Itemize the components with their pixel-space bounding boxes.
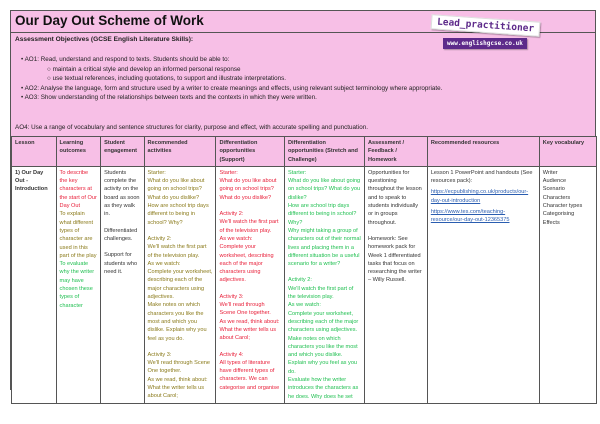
cell-stretch: Starter: What do you like about going on school trips? What do you dislike? How are school trip days different to being in school? Why? Why might taking a group of characters out of their normal lives and placing them in a different situation be a useful scenario for a writer? Activity 2: We'll watch the first part of the television play. As we watch: Complete your worksheet, describing each of the major characters using adjectives. Make notes on which characters you like the most and which you dislike. Explain why you feel as you do. Evaluate how the writer introduces the characters as he does. Why does he set: [285, 166, 365, 403]
lesson-table: [11, 136, 597, 404]
ao1: • AO1: Read, understand and respond to texts. Students should be able to:: [21, 56, 230, 63]
cell-support: Starter: What do you like about going on school trips? What do you dislike? Activity 2: We'll watch the first part of the television play. As we watch: Complete your worksheet, describing each of the major characters using adjectives. Activity 3: We'll read through Scene One together. As we read, think about: What the writer tells us about Carol; Activity 4: All types of literature have different types of characters. We can categorise and organise: [216, 166, 285, 403]
outcome-explain: To explain what different types of character are used in this part of the play: [59, 211, 97, 259]
objective-list: [21, 55, 442, 103]
cell-engagement: Students complete the activity on the board as soon as they walk in. Differentiated challenges. Support for students who need it.: [101, 166, 144, 403]
ao2: • AO2: Analyse the language, form and structure used by a writer to create meanings and effects, using relevant subject terminology where appropriate.: [21, 84, 443, 92]
logo-title: Lead_practitioner: [431, 14, 541, 37]
cell-activities: Starter: What do you like about going on school trips? What do you dislike? How are school trip days different to being in school? Why? Activity 2: We'll watch the first part of the television play. As we watch: Complete your worksheet, describing each of the major characters using adjectives. Make notes on which characters you like the most and which you dislike. Explain why you feel as you do. Activity 3: We'll read through Scene One together. As we read, think about: What the writer tells us about Carol;: [144, 166, 216, 403]
cell-lesson: 1) Our Day Out - Introduction: [12, 166, 57, 403]
scheme-of-work-document: [10, 10, 596, 400]
cell-assessment: Opportunities for questioning throughout the lesson and to speak to students individually or in groups throughout. Homework: See homework pack for Week 1 differentiated tasks that focus on researching the writer – Willy Russell.: [364, 166, 427, 403]
outcome-describe: To describe the key characters at the start of Our Day Out: [59, 169, 97, 210]
table-row: [12, 166, 597, 403]
lesson-table-wrap: [11, 136, 595, 400]
ao1-sub-1: ○ maintain a critical style and develop an informed personal response: [47, 65, 241, 73]
outcome-evaluate: To evaluate why the writer may have chosen these types of character: [59, 261, 95, 309]
cell-outcomes: [56, 166, 101, 403]
ao1-sub-2: ○ use textual references, including quotations, to support and illustrate interpretations.: [47, 75, 287, 83]
ao4: AO4: Use a range of vocabulary and sentence structures for clarity, purpose and effect, with accurate spelling and punctuation.: [15, 124, 368, 131]
cell-vocabulary: Writer Audience Scenario Characters Character types Categorising Effects: [539, 166, 596, 403]
header-stretch: Differentiation opportunities (Stretch and Challenge): [285, 137, 365, 167]
resource-link-ecpublishing[interactable]: https://ecpublishing.co.uk/products/our-day-out-introduction: [430, 189, 529, 204]
table-header-row: [12, 137, 597, 167]
header-vocabulary: Key vocabulary: [539, 137, 596, 167]
header-engagement: Student engagement: [101, 137, 144, 167]
header-lesson: Lesson: [12, 137, 57, 167]
page-title: Our Day Out Scheme of Work: [15, 13, 204, 28]
header-activities: Recommended activities: [144, 137, 216, 167]
header-support: Differentiation opportunities (Support): [216, 137, 285, 167]
header-assessment: Assessment / Feedback / Homework: [364, 137, 427, 167]
logo-url: www.englishgcse.co.uk: [443, 38, 527, 49]
header-outcomes: Learning outcomes: [56, 137, 101, 167]
lead-practitioner-logo: [431, 16, 535, 52]
header-resources: Recommended resources: [427, 137, 539, 167]
cell-resources: Lesson 1 PowerPoint and handouts (See resources pack): https://ecpublishing.co.uk/products/our-day-out-introduction https://www.tes.com/teaching-resource/our-day-out-12365375: [427, 166, 539, 403]
assessment-heading: Assessment Objectives (GCSE English Literature Skills):: [15, 36, 194, 43]
ao3: • AO3: Show understanding of the relationships between texts and the contexts in which they were written.: [21, 94, 317, 102]
header-frame: [10, 10, 596, 400]
resource-link-tes[interactable]: https://www.tes.com/teaching-resource/our-day-out-12365375: [430, 209, 510, 224]
